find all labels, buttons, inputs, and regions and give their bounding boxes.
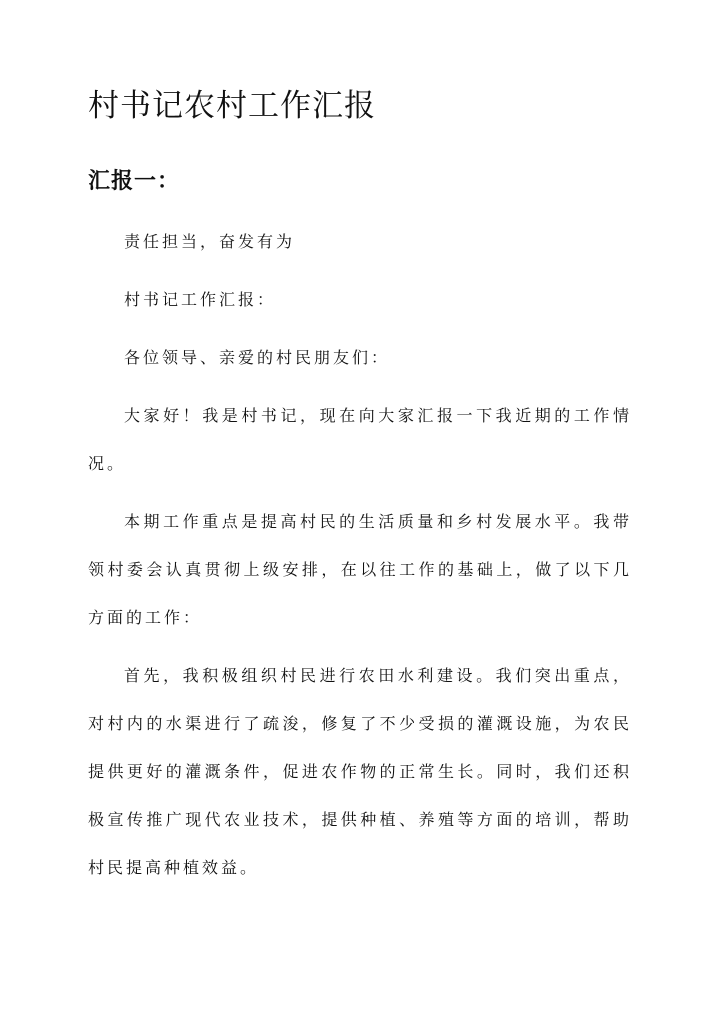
paragraph-subtitle: 责任担当，奋发有为 [124, 232, 296, 251]
paragraph-report-label: 村书记工作汇报： [124, 290, 277, 309]
paragraph-greeting: 各位领导、亲爱的村民朋友们： [124, 348, 391, 367]
section-heading: 汇报一： [88, 168, 181, 194]
paragraph-focus: 本期工作重点是提高村民的生活质量和乡村发展水平。我带领村委会认真贯彻上级安排，在以往工作的基础上，做了以下几方面的工作： [88, 512, 632, 627]
body-text [88, 218, 632, 892]
paragraph-irrigation: 首先，我积极组织村民进行农田水利建设。我们突出重点，对村内的水渠进行了疏浚，修复了不少受损的灌溉设施，为农民提供更好的灌溉条件，促进农作物的正常生长。同时，我们还积极宣传推广现代农业技术，提供种植、养殖等方面的培训，帮助村民提高种植效益。 [88, 666, 632, 877]
document-title: 村书记农村工作汇报 [88, 88, 376, 124]
paragraph-intro: 大家好！我是村书记，现在向大家汇报一下我近期的工作情况。 [88, 406, 632, 473]
